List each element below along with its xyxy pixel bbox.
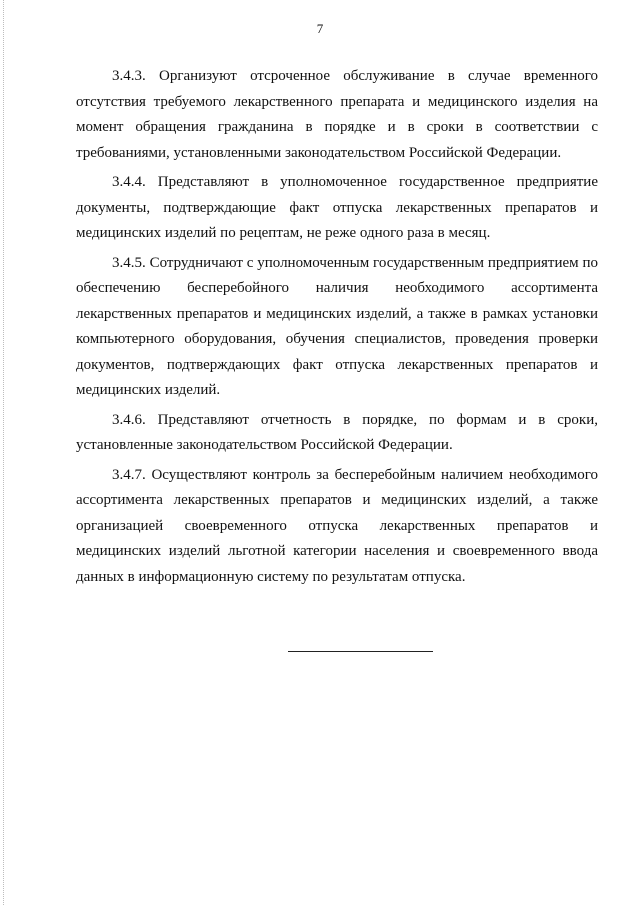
paragraph-3-4-7: 3.4.7. Осуществляют контроль за бесперебойным наличием необходимого ассортимента лекарственных препаратов и медицинских изделий, а также организацией своевременного отпуска лекарственных препаратов и медицинских изделий льготной категории населения и своевременного ввода данных в информационную систему по результатам отпуска. [76, 466, 598, 585]
scan-edge [3, 0, 4, 905]
paragraph-3-4-5: 3.4.5. Сотрудничают с уполномоченным государственным предприятием по обеспечению бесперебойного наличия необходимого ассортимента лекарственных препаратов и медицинских изделий, а также в рамках установки компьютерного оборудования, обучения специалистов, проведения проверки документов, подтверждающих факт отпуска лекарственных препаратов и медицинских изделий. [76, 254, 598, 398]
page-number: 7 [316, 21, 324, 36]
document-body [76, 64, 598, 594]
paragraph-3-4-6: 3.4.6. Представляют отчетность в порядке, по формам и в сроки, установленные законодательством Российской Федерации. [76, 411, 598, 453]
paragraph-3-4-3: 3.4.3. Организуют отсроченное обслуживание в случае временного отсутствия требуемого лекарственного препарата и медицинского изделия на момент обращения гражданина в порядке и в сроки в соответствии с требованиями, установленными законодательством Российской Федерации. [76, 68, 598, 161]
paragraph-3-4-4: 3.4.4. Представляют в уполномоченное государственное предприятие документы, подтверждающие факт отпуска лекарственных препаратов и медицинских изделий по рецептам, не реже одного раза в месяц. [76, 174, 598, 241]
end-of-document-rule [288, 651, 433, 652]
